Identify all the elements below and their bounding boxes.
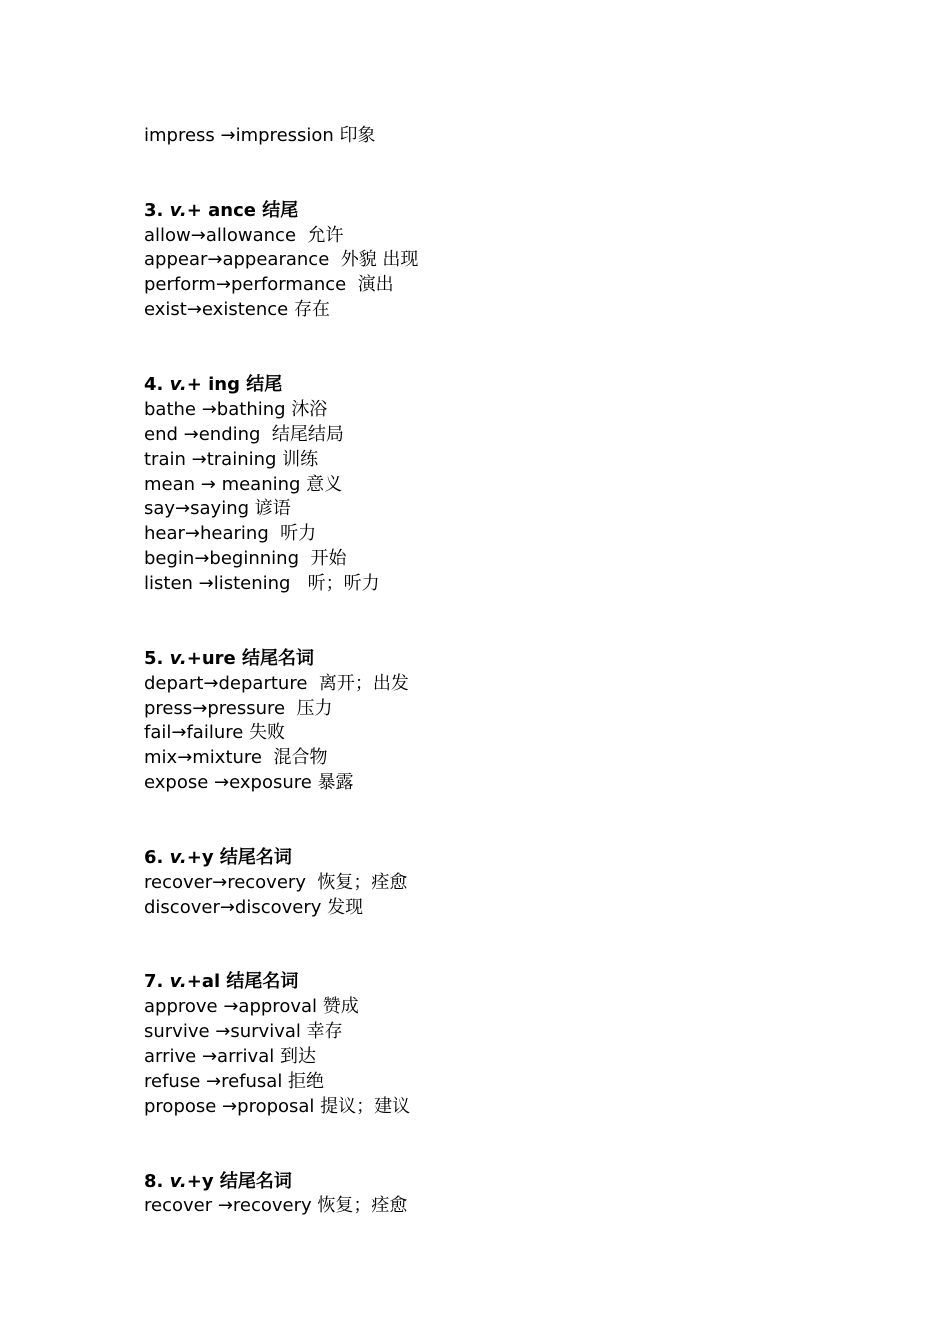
section-heading-5	[144, 647, 844, 672]
part-of-speech: v.	[169, 971, 187, 993]
word-entry: appear→appearance 外貌 出现	[144, 249, 419, 271]
word-entry: press→pressure 压力	[144, 697, 333, 719]
word-entry: fail→failure 失败	[144, 722, 286, 744]
section-gap	[144, 149, 844, 199]
word-entry: begin→beginning 开始	[144, 548, 347, 570]
word-entry: end →ending 结尾结局	[144, 423, 344, 445]
word-entry: exist→existence 存在	[144, 299, 330, 321]
section-number: 7.	[144, 971, 164, 993]
section-number: 5.	[144, 647, 164, 669]
word-entry: expose →exposure 暴露	[144, 772, 354, 794]
section-gap	[144, 597, 844, 647]
section-title: +al 结尾名词	[186, 971, 299, 993]
part-of-speech: v.	[169, 846, 187, 868]
word-entry: train →training 训练	[144, 448, 319, 470]
section-heading-3	[144, 199, 844, 224]
part-of-speech: v.	[169, 647, 187, 669]
section-title: +ure 结尾名词	[186, 647, 315, 669]
section-title: + ing 结尾	[186, 373, 283, 395]
word-entry: discover→discovery 发现	[144, 896, 364, 918]
section-number: 8.	[144, 1170, 164, 1192]
word-entry: arrive →arrival 到达	[144, 1046, 316, 1068]
word-entry: depart→departure 离开；出发	[144, 672, 409, 694]
word-entry: approve →approval 赞成	[144, 996, 359, 1018]
word-entry: hear→hearing 听力	[144, 523, 317, 545]
word-entry: propose →proposal 提议；建议	[144, 1095, 411, 1117]
section-heading-4	[144, 373, 844, 398]
section-number: 3.	[144, 199, 164, 221]
section-title: + ance 结尾	[186, 199, 299, 221]
word-entry: survive →survival 幸存	[144, 1021, 343, 1043]
section-number: 4.	[144, 373, 164, 395]
word-entry: recover →recovery 恢复；痊愈	[144, 1195, 408, 1217]
intro-line: impress →impression 印象	[144, 125, 376, 146]
word-entry: bathe →bathing 沐浴	[144, 398, 328, 420]
section-gap	[144, 796, 844, 846]
document-page	[144, 124, 844, 1219]
part-of-speech: v.	[169, 199, 187, 221]
part-of-speech: v.	[169, 1170, 187, 1192]
section-number: 6.	[144, 846, 164, 868]
section-gap	[144, 1120, 844, 1170]
word-entry: perform→performance 演出	[144, 274, 394, 296]
section-title: +y 结尾名词	[186, 846, 292, 868]
word-entry: recover→recovery 恢复；痊愈	[144, 871, 408, 893]
word-entry: refuse →refusal 拒绝	[144, 1070, 325, 1092]
section-gap	[144, 921, 844, 971]
section-gap	[144, 323, 844, 373]
section-title: +y 结尾名词	[186, 1170, 292, 1192]
word-entry: mean → meaning 意义	[144, 473, 343, 495]
word-entry: allow→allowance 允许	[144, 224, 344, 246]
section-heading-7	[144, 970, 844, 995]
word-entry: mix→mixture 混合物	[144, 747, 328, 769]
section-heading-8	[144, 1170, 844, 1195]
word-entry: say→saying 谚语	[144, 498, 291, 520]
word-entry: listen →listening 听；听力	[144, 573, 380, 595]
section-heading-6	[144, 846, 844, 871]
part-of-speech: v.	[169, 373, 187, 395]
